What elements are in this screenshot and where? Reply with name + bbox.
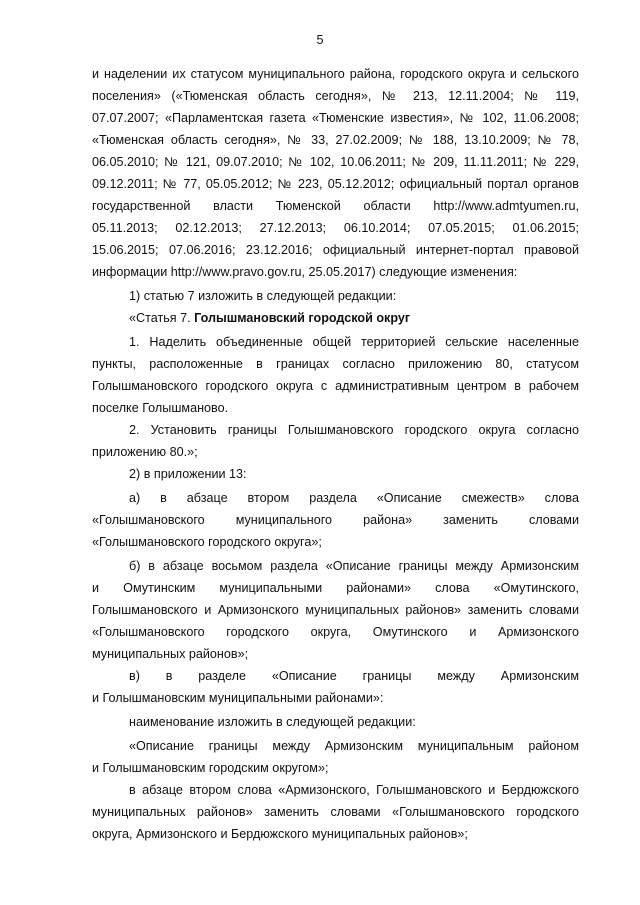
text-line: поселке Голышманово.: [92, 401, 229, 415]
article-number: «Статья 7.: [129, 311, 191, 325]
text-line: 09.12.2011; № 77, 05.05.2012; № 223, 05.12.2012; официальный портал органов: [92, 177, 579, 191]
text-line: Голышмановского городского округа с административным центром в рабочем: [92, 379, 579, 393]
text-line: в) в разделе «Описание границы между Армизонским: [129, 669, 579, 683]
text-line: а) в абзаце втором раздела «Описание смежеств» слова: [129, 491, 579, 505]
text-line: «Голышмановского городского округа»;: [92, 535, 322, 549]
text-line: и Голышмановским муниципальными районами»:: [92, 691, 384, 705]
text-line: и Голышмановским городским округом»;: [92, 761, 329, 775]
text-line: 07.07.2007; «Парламентская газета «Тюменские известия», № 102, 11.06.2008;: [92, 111, 579, 125]
text-line: «Голышмановского городского округа, Омутинского и Армизонского: [92, 625, 579, 639]
text-line: приложению 80.»;: [92, 445, 198, 459]
text-line: пункты, расположенные в границах согласно приложению 80, статусом: [92, 357, 579, 371]
article-title: Голышмановский городской округ: [194, 311, 411, 325]
text-line: 05.11.2013; 02.12.2013; 27.12.2013; 06.10.2014; 07.05.2015; 01.06.2015;: [92, 221, 579, 235]
text-line: б) в абзаце восьмом раздела «Описание границы между Армизонским: [129, 559, 579, 573]
text-line: «Голышмановского муниципального района» заменить словами: [92, 513, 579, 527]
text-line: информации http://www.pravo.gov.ru, 25.05.2017) следующие изменения:: [92, 265, 518, 279]
text-line: «Тюменская область сегодня», № 33, 27.02.2009; № 188, 13.10.2009; № 78,: [92, 133, 579, 147]
text-line: в абзаце втором слова «Армизонского, Голышмановского и Бердюжского: [129, 783, 579, 797]
text-line: «Описание границы между Армизонским муниципальным районом: [129, 739, 579, 753]
text-line: муниципальных районов» заменить словами «Голышмановского городского: [92, 805, 579, 819]
text-line: 1) статью 7 изложить в следующей редакции:: [129, 289, 397, 303]
text-line: округа, Армизонского и Бердюжского муниципальных районов»;: [92, 827, 468, 841]
text-line: Голышмановского и Армизонского муниципальных районов» заменить словами: [92, 603, 579, 617]
text-line: и Омутинским муниципальными районами» слова «Омутинского,: [92, 581, 579, 595]
text-line: государственной власти Тюменской области http://www.admtyumen.ru,: [92, 199, 579, 213]
page-number: 5: [316, 33, 324, 47]
text-line: и наделении их статусом муниципального района, городского округа и сельского: [92, 67, 579, 81]
text-line: 1. Наделить объединенные общей территорией сельские населенные: [129, 335, 579, 349]
text-line: 15.06.2015; 07.06.2016; 23.12.2016; официальный интернет-портал правовой: [92, 243, 579, 257]
text-line: наименование изложить в следующей редакции:: [129, 715, 416, 729]
text-line: муниципальных районов»;: [92, 647, 249, 661]
text-line: 2) в приложении 13:: [129, 467, 247, 481]
text-line: 2. Установить границы Голышмановского городского округа согласно: [129, 423, 579, 437]
text-line: поселения» («Тюменская область сегодня», № 213, 12.11.2004; № 119,: [92, 89, 579, 103]
article-heading: [129, 310, 579, 326]
text-line: 06.05.2010; № 121, 09.07.2010; № 102, 10.06.2011; № 209, 11.11.2011; № 229,: [92, 155, 579, 169]
